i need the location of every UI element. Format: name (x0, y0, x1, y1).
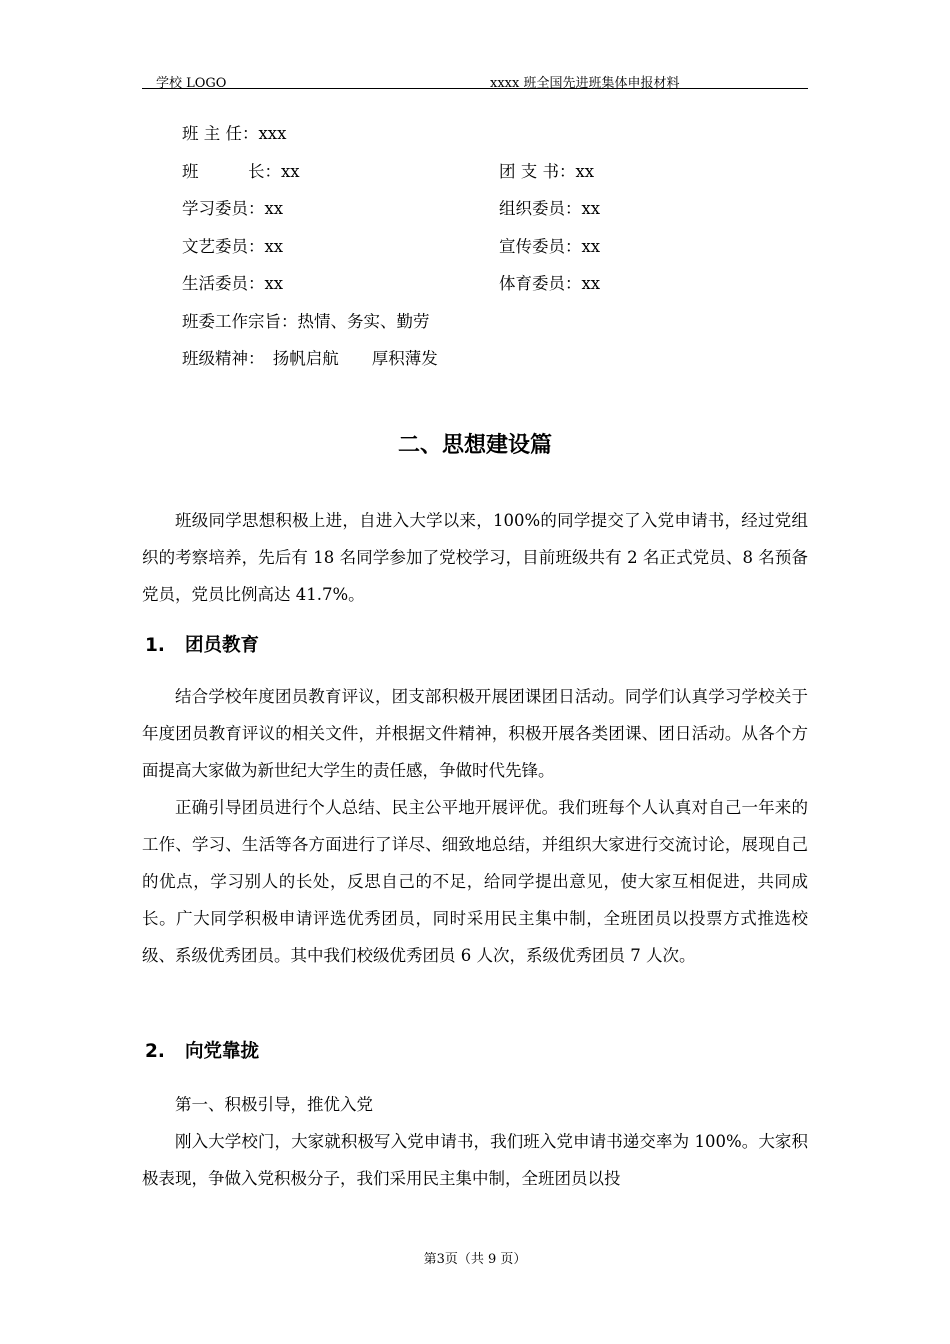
roster-right-item: 团 支 书：xx (499, 161, 595, 181)
subsection-2-body (142, 1086, 808, 1197)
roster-left-item: 学习委员：xx (182, 199, 284, 218)
paragraph-text: 班级同学思想积极上进，自进入大学以来，100%的同学提交了入党申请书，经过党组织的考察培养，先后有 18 名同学参加了党校学习，目前班级共有 2 名正式党员、8 名预备党员，党员比例高达 41.7%。 (142, 511, 808, 604)
subsection-title: 向党靠拢 (185, 1041, 260, 1062)
head-teacher: 班 主 任：xxx (182, 124, 287, 143)
roster-right-item: 组织委员：xx (499, 199, 601, 218)
subsection-heading-2 (145, 1037, 259, 1063)
roster-right-item: 宣传委员：xx (499, 236, 601, 256)
subsection-number: 2. (145, 1041, 165, 1062)
roster-left-item: 文艺委员：xx (182, 236, 284, 256)
subsection-1-body (142, 678, 808, 974)
roster-right-item: 体育委员：xx (499, 274, 601, 293)
roster-left-item: 生活委员：xx (182, 274, 284, 293)
committee-purpose: 班委工作宗旨：热情、务实、勤劳 (182, 311, 430, 331)
intro-paragraph (142, 502, 808, 613)
header-logo-text: 学校 LOGO (156, 76, 227, 91)
class-spirit: 班级精神： 扬帆启航 厚积薄发 (182, 349, 438, 368)
paragraph-text: 结合学校年度团员教育评议，团支部积极开展团课团日活动。同学们认真学习学校关于年度团员教育评议的相关文件，并根据文件精神，积极开展各类团课、团日活动。从各个方面提高大家做为新世纪大学生的责任感，争做时代先锋。 (142, 687, 808, 780)
page-header (142, 70, 808, 89)
header-title: xxxx 班全国先进班集体申报材料 (490, 76, 680, 91)
paragraph-text: 刚入大学校门，大家就积极写入党申请书，我们班入党申请书递交率为 100%。大家积极表现，争做入党积极分子，我们采用民主集中制，全班团员以投 (142, 1132, 808, 1188)
section-title: 二、思想建设篇 (397, 433, 552, 458)
subsection-number: 1. (145, 635, 165, 656)
paragraph-text: 第一、积极引导，推优入党 (175, 1095, 373, 1114)
subsection-heading-1 (145, 631, 259, 657)
subsection-title: 团员教育 (185, 635, 260, 656)
page-footer: 第3页（共 9 页） (423, 1252, 527, 1267)
paragraph-text: 正确引导团员进行个人总结、民主公平地开展评优。我们班每个人认真对自己一年来的工作、学习、生活等各方面进行了详尽、细致地总结，并组织大家进行交流讨论，展现自己的优点，学习别人的长处，反思自己的不足，给同学提出意见，使大家互相促进，共同成长。广大同学积极申请评选优秀团员，同时采用民主集中制，全班团员以投票方式推选校级、系级优秀团员。其中我们校级优秀团员 6 人次，系级优秀团员 7 人次。 (142, 798, 808, 965)
roster-left-item: 班 长：xx (182, 161, 300, 181)
